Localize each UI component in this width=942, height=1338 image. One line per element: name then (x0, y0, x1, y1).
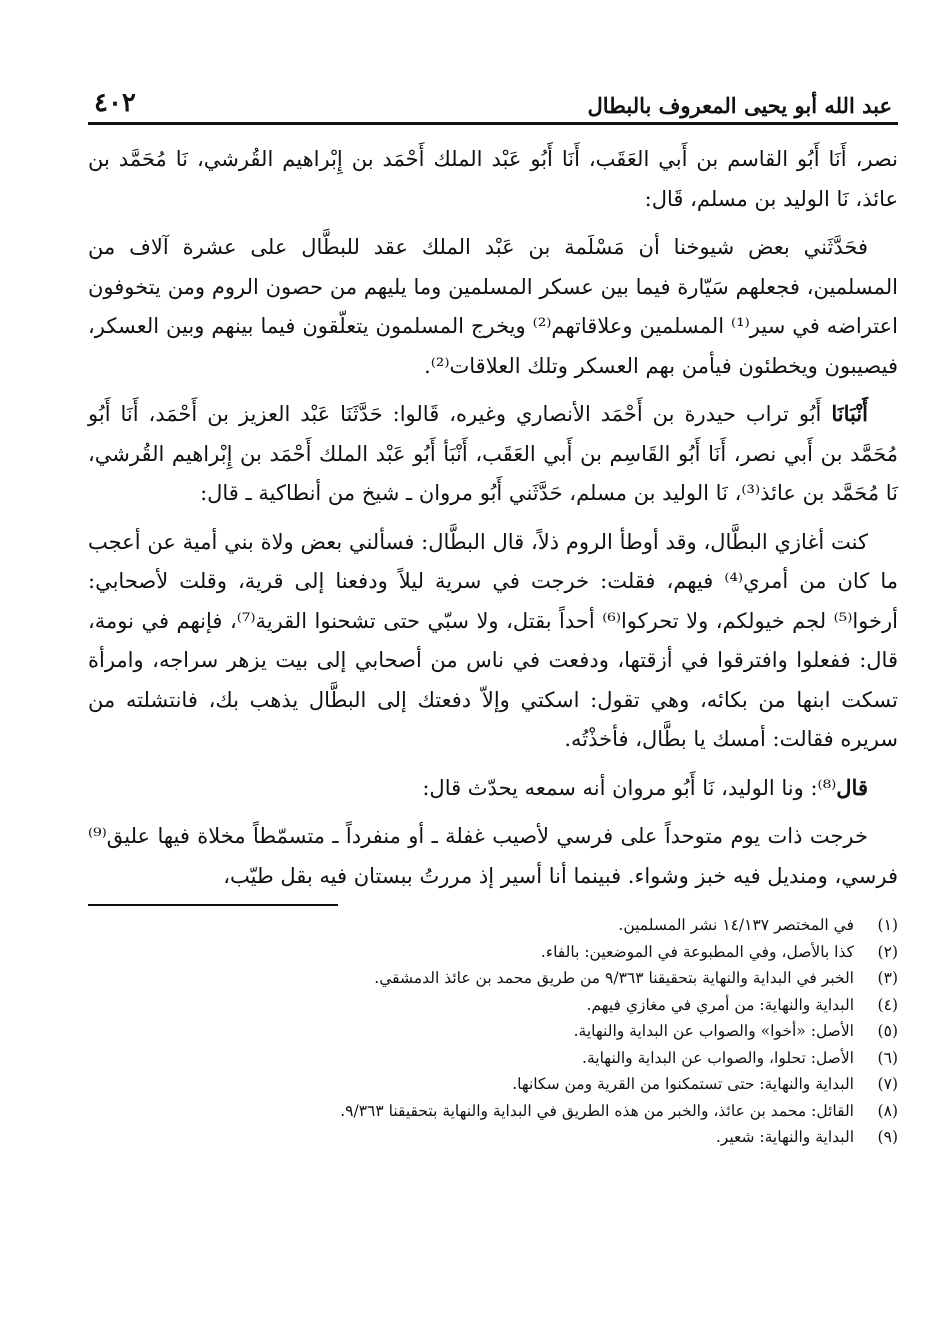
footnote-number: (٣) (877, 969, 898, 987)
footnote-number: (٨) (877, 1101, 898, 1120)
running-title: عبد الله أبو يحيى المعروف بالبطال (587, 93, 892, 118)
footnote (88, 1071, 898, 1098)
footnote-text: في المختصر ١٤/١٣٧ نشر المسلمين. (618, 916, 854, 934)
paragraph-text: خرجت ذات يوم متوحداً على فرسي لأصيب غفلة ـ أو منفرداً ـ متسمّطاً مخلاة فيها عليق⁽⁹⁾ فرسي، ومنديل فيه خبز وشواء. فبينما أنا أسير إذ مررتُ ببستان فيه بقل طيّب، (88, 824, 898, 888)
footnote-number: (١) (877, 916, 898, 934)
footnote-text: البداية والنهاية: من أمري في مغازي فيهم. (586, 995, 854, 1014)
footnote (88, 1124, 898, 1151)
paragraph-text: أَبُو تراب حيدرة بن أَحْمَد الأنصاري وغيره، قَالوا: حَدَّثَنَا عَبْد العزيز بن أَحْمَد، أَنَا أَبُو مُحَمَّد بن أَبي نصر، أَنَا أَبُو القَاسِم بن أَبي العَقَب، أَنْبَأ أَبُو عَبْد الملك أَحْمَد بن إِبْراهيم القُرشي، نَا مُحَمَّد بن عائذ⁽³⁾، نَا الوليد بن مسلم، حَدَّثَني أَبُو مروان ـ شيخ من أنطاكية ـ قال: (88, 402, 898, 505)
book-page (88, 78, 898, 1151)
footnote (88, 965, 898, 992)
footnote-text: البداية والنهاية: شعير. (715, 1128, 854, 1146)
page-header (88, 78, 898, 125)
footnote (88, 1018, 898, 1045)
paragraph (88, 768, 898, 809)
footnote-text: القائل: محمد بن عائذ، والخبر من هذه الطريق في البداية والنهاية بتحقيقنا ٩/٣٦٣. (340, 1101, 854, 1120)
footnote-text: الخبر في البداية والنهاية بتحقيقنا ٩/٣٦٣ من طريق محمد بن عائذ الدمشقي. (374, 969, 854, 987)
footnote (88, 1098, 898, 1125)
footnote (88, 939, 898, 966)
paragraph (88, 227, 898, 386)
footnote-text: الأصل: «أخوا» والصواب عن البداية والنهاية. (573, 1022, 854, 1040)
footnote-number: (٩) (877, 1128, 898, 1146)
paragraph (88, 522, 898, 760)
footnote-number: (٤) (877, 995, 898, 1014)
footnote-number: (٦) (877, 1048, 898, 1067)
footnote-number: (٥) (877, 1022, 898, 1040)
footnote-number: (٢) (877, 942, 898, 961)
footnote-text: كذا بالأصل، وفي المطبوعة في الموضعين: بالفاء. (540, 942, 854, 961)
footnote-text: الأصل: تحلوا، والصواب عن البداية والنهاية. (582, 1048, 854, 1067)
footnote-number: (٧) (877, 1075, 898, 1093)
paragraph-text: نصر، أَنَا أَبُو القاسم بن أَبي العَقَب، أَنَا أَبُو عَبْد الملك أَحْمَد بن إِبْراهيم القُرشي، نَا مُحَمَّد بن عائذ، نَا الوليد بن مسلم، قَال: (88, 147, 898, 211)
paragraph-lead: قال (836, 774, 868, 800)
paragraph-text: كنت أغازي البطَّال، وقد أوطأ الروم ذلاً، قال البطَّال: فسألني بعض ولاة بني أمية عن أعجب ما كان من أمري⁽⁴⁾ فيهم، فقلت: خرجت في سرية ليلاً ودفعنا إلى قرية، وقلت لأصحابي: أرخوا⁽⁵⁾ لجم خيولكم، ولا تحركوا⁽⁶⁾ أحداً بقتل، ولا سبّي حتى تشحنوا القرية⁽⁷⁾، فإنهم في نومة، قال: ففعلوا وافترقوا في أزقتها، ودفعت في ناس من أصحابي إلى بيت يزهر سراجه، وامرأة تسكت ابنها من بكائه، وهي تقول: اسكتي وإلاّ دفعتك إلى البطَّال يذهب بك، فانتشلته من سريره فقالت: أمسك يا بطَّال، فأخذْتُه. (88, 529, 898, 751)
body-text (88, 139, 898, 896)
footnote (88, 992, 898, 1019)
footnote (88, 1045, 898, 1072)
paragraph (88, 394, 898, 514)
paragraph (88, 139, 898, 219)
footnote (88, 912, 898, 939)
paragraph (88, 816, 898, 896)
page-number: ٤٠٢ (94, 88, 136, 118)
footnote-divider (88, 904, 338, 906)
footnotes (88, 912, 898, 1151)
paragraph-text: فحَدَّثَني بعض شيوخنا أن مَسْلَمة بن عَبْد الملك عقد للبطَّال على عشرة آلاف من المسلمين، فجعلهم سَيّارة فيما بين عسكر المسلمين وما يليهم من حصون الروم ومن يتخوفون اعتراضه في سير⁽¹⁾ المسلمين وعلاقاتهم⁽²⁾ ويخرج المسلمون يتعلّقون فيما بينهم وبين العسكر، فيصيبون ويخطئون فيأمن بهم العسكر وتلك العلاقات⁽²⁾. (88, 235, 899, 378)
paragraph-text: ⁽⁸⁾: ونا الوليد، نَا أَبُو مروان أنه سمعه يحدّث قال: (422, 775, 837, 800)
footnote-text: البداية والنهاية: حتى تستمكنوا من القرية ومن سكانها. (512, 1075, 854, 1093)
paragraph-lead: أَنْبَانَا (831, 401, 868, 426)
